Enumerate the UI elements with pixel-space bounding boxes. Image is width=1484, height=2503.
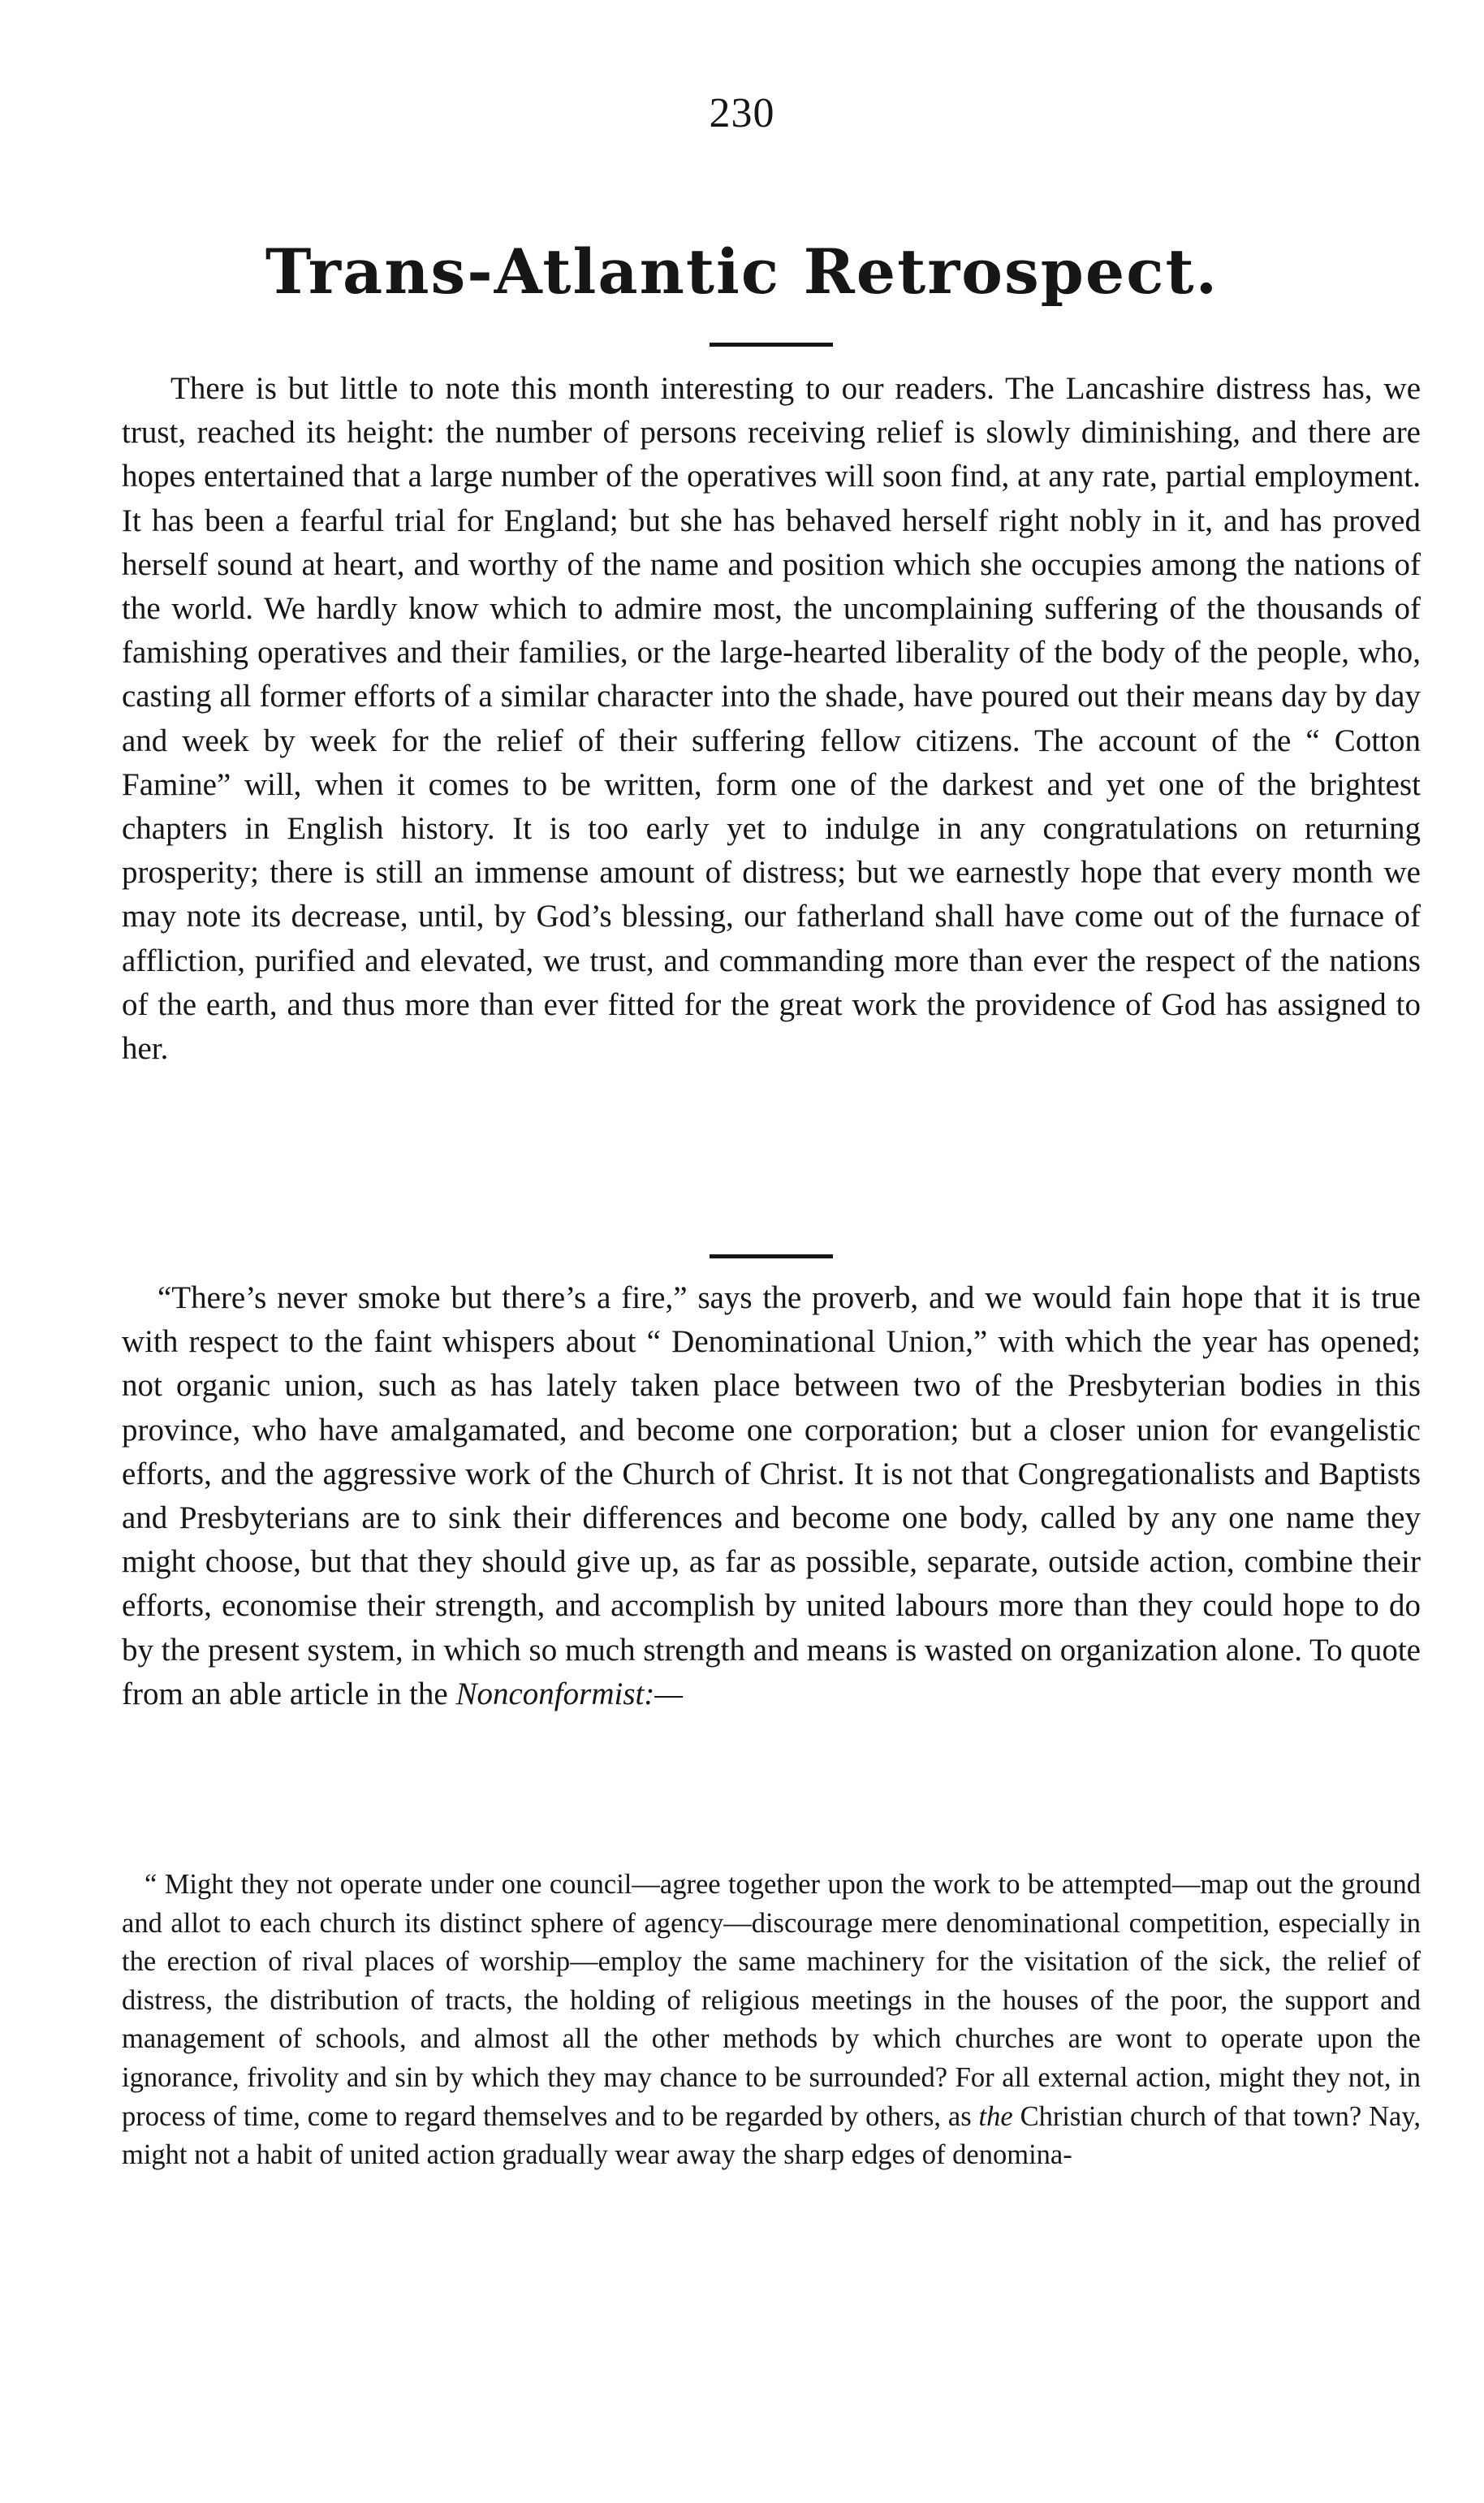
paragraph-lancashire-distress: There is but little to note this month interesting to our readers. The Lancashire distress has, we trust, reached its height: the number of persons receiving relief is slowly diminishing, and there are hopes entertained that a large number of the operatives will soon find, at any rate, partial employment. It has been a fearful trial for England; but she has behaved herself right nobly in it, and has proved herself sound at heart, and worthy of the name and position which she occupies among the nations of the world. We hardly know which to admire most, the uncomplaining suffering of the thousands of famishing operatives and their families, or the large-hearted liberality of the body of the people, who, casting all former efforts of a similar character into the shade, have poured out their means day by day and week by week for the relief of their suffering fellow citizens. The account of the “ Cotton Famine” will, when it comes to be written, form one of the darkest and yet one of the brightest chapters in English history. It is too early yet to indulge in any congratulations on returning prosperity; there is still an immense amount of distress; but we earnestly hope that every month we may note its decrease, until, by God’s blessing, our fatherland shall have come out of the furnace of affliction, purified and elevated, we trust, and commanding more than ever the respect of the nations of the earth, and thus more than ever fitted for the great work the providence of God has assigned to her. [122, 371, 1421, 1067]
page-title: Trans-Atlantic Retrospect. [265, 235, 1219, 308]
quotation-text-end: Christian church of that town? Nay, might not a habit of united action gradually wear away the sharp edges of denomina- [122, 2100, 1421, 2171]
paragraph-2-text: “There’s never smoke but there’s a fire,” says the proverb, and we would fain hope that it is true with respect to the faint whispers about “ Denominational Union,” with which the year has opened; not organic union, such as has lately taken place between two of the Presbyterian bodies in this province, who have amalgamated, and become one corporation; but a closer union for evangelistic efforts, and the aggressive work of the Church of Christ. It is not that Congregationalists and Baptists and Presbyterians are to sink their differences and become one body, called by any one name they might choose, but that they should give up, as far as possible, separate, outside action, combine their efforts, economise their strength, and accomplish by united labours more than they could hope to do by the present system, in which so much strength and means is wasted on organization alone. To quote from an able article in the [122, 1280, 1421, 1711]
title-divider [710, 343, 833, 347]
page-number: 230 [709, 90, 775, 136]
quotation-text-start: “ Might they not operate under one council—agree together upon the work to be attempted—map out the ground and allot to each church its distinct sphere of agency—discourage mere denominational competition, especially in the erection of rival places of worship—employ the same machinery for the visitation of the sick, the relief of distress, the distribution of tracts, the holding of religious meetings in the houses of the poor, the support and management of schools, and almost all the other methods by which churches are wont to operate upon the ignorance, frivolity and sin by which they may chance to be surrounded? For all external action, might they not, in process of time, come to regard themselves and to be regarded by others, as [122, 1869, 1421, 2132]
quotation-emphasis: the [978, 2100, 1013, 2132]
section-divider [710, 1254, 833, 1258]
paragraph-denominational-union [122, 1276, 1421, 1716]
nonconformist-quotation [122, 1866, 1421, 2175]
journal-name: Nonconformist:— [455, 1676, 683, 1711]
